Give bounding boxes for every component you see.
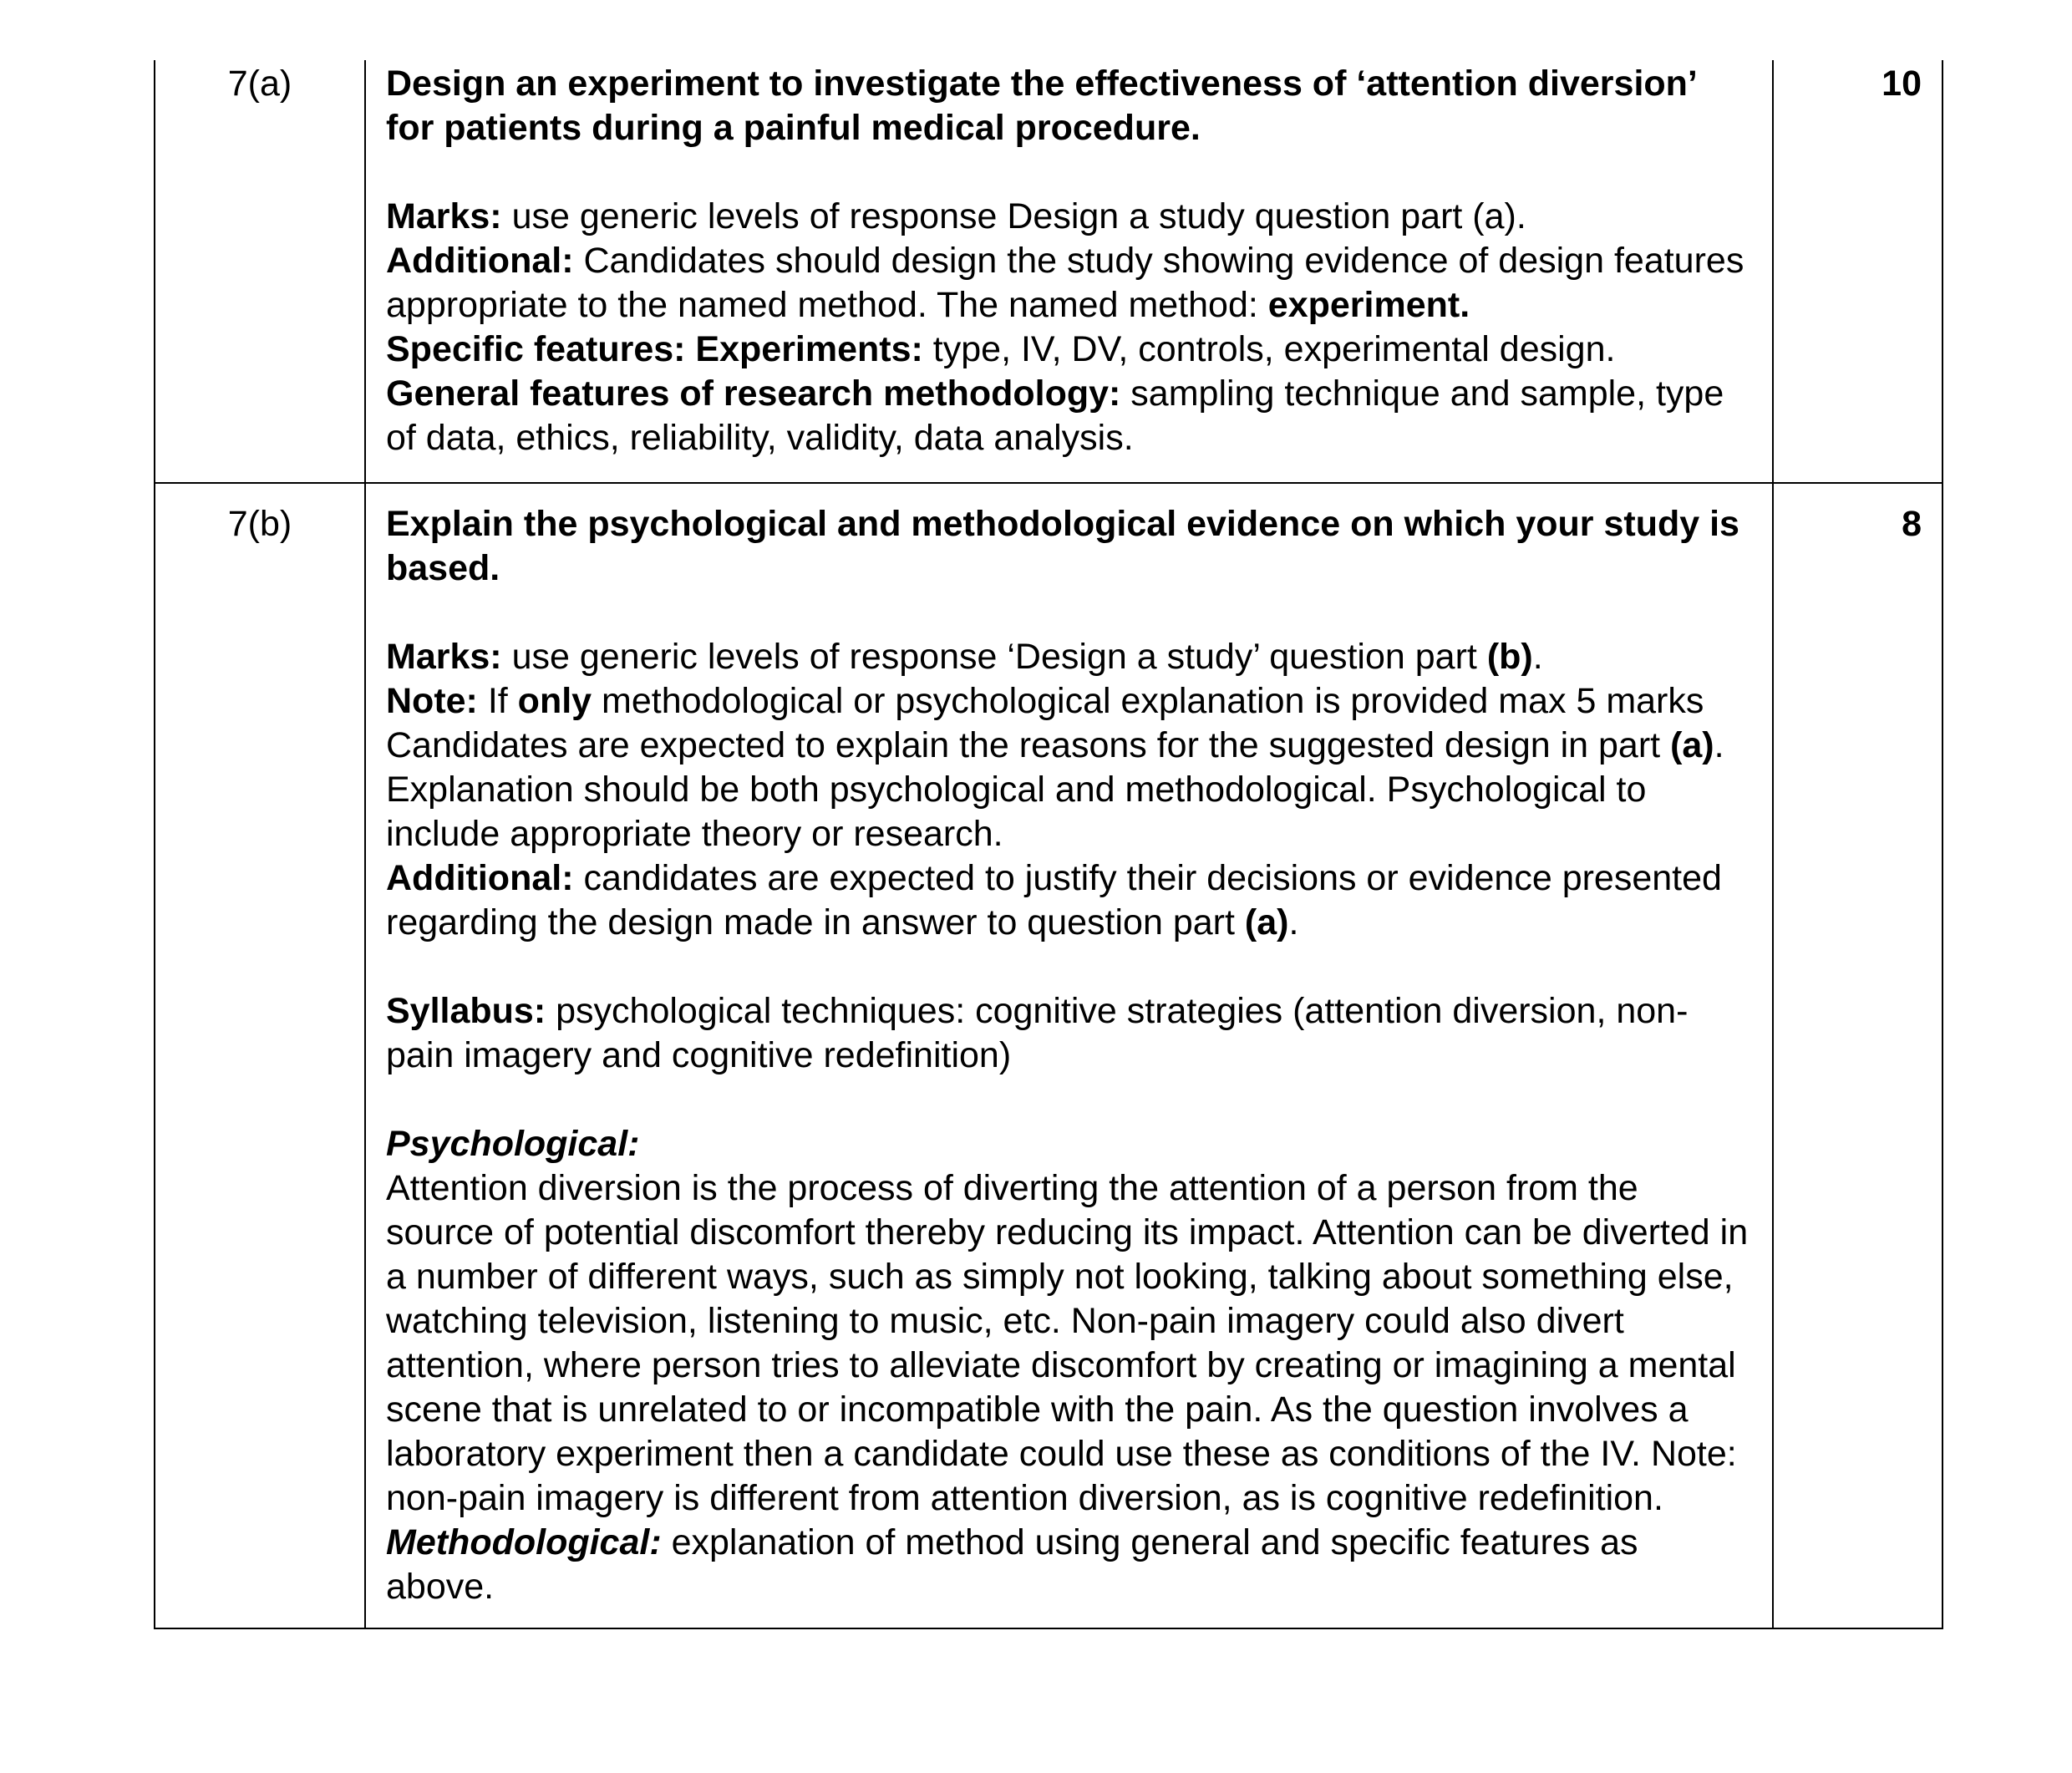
answer-cell — [365, 60, 1773, 483]
mark-scheme-page — [154, 60, 1942, 1629]
answer-cell — [365, 483, 1773, 1628]
table-row-7b — [155, 483, 1942, 1628]
mark-scheme-table — [154, 60, 1943, 1629]
syllabus-line: Syllabus: psychological techniques: cognitive strategies (attention diversion, non-pain imagery and cognitive redefinition) — [386, 991, 1689, 1075]
marks-line: Marks: use generic levels of response ‘Design a study’ question part (b). — [386, 637, 1543, 677]
marks-line: Marks: use generic levels of response Design a study question part (a). — [386, 196, 1526, 236]
additional-line: Additional: Candidates should design the study showing evidence of design features appropriate to the named method. The named method: experiment. — [386, 241, 1744, 325]
general-features-line: General features of research methodology: sampling technique and sample, type of data, ethics, reliability, validity, data analysis. — [386, 373, 1724, 458]
marks-value: 8 — [1773, 483, 1942, 1628]
additional-line: Additional: candidates are expected to justify their decisions or evidence presented regarding the design made in answer to question part (a). — [386, 858, 1722, 942]
question-number: 7(b) — [155, 483, 365, 1628]
table-row-7a — [155, 60, 1942, 483]
question-number: 7(a) — [155, 60, 365, 483]
candidates-line: Candidates are expected to explain the reasons for the suggested design in part (a). Explanation should be both psychological and methodological. Psychological to include appropriate theory or research. — [386, 725, 1724, 854]
psychological-text: Attention diversion is the process of diverting the attention of a person from the source of potential discomfort thereby reducing its impact. Attention can be diverted in a number of different ways, such as simply not looking, talking about something else, watching television, listening to music, etc. Non-pain imagery could also divert attention, where person tries to alleviate discomfort by creating or imagining a mental scene that is unrelated to or incompatible with the pain. As the question involves a laboratory experiment then a candidate could use these as conditions of the IV. Note: non-pain imagery is different from attention diversion, as is cognitive redefinition. — [386, 1168, 1749, 1518]
note-line: Note: If only methodological or psychological explanation is provided max 5 marks — [386, 681, 1704, 721]
methodological-line: Methodological: explanation of method using general and specific features as above. — [386, 1522, 1638, 1607]
question-text: Explain the psychological and methodological evidence on which your study is based. — [386, 504, 1739, 588]
specific-features-line: Specific features: Experiments: type, IV, DV, controls, experimental design. — [386, 329, 1616, 369]
marks-value: 10 — [1773, 60, 1942, 483]
psychological-heading: Psychological: — [386, 1124, 640, 1164]
question-text: Design an experiment to investigate the effectiveness of ‘attention diversion’ for patients during a painful medical procedure. — [386, 64, 1696, 148]
